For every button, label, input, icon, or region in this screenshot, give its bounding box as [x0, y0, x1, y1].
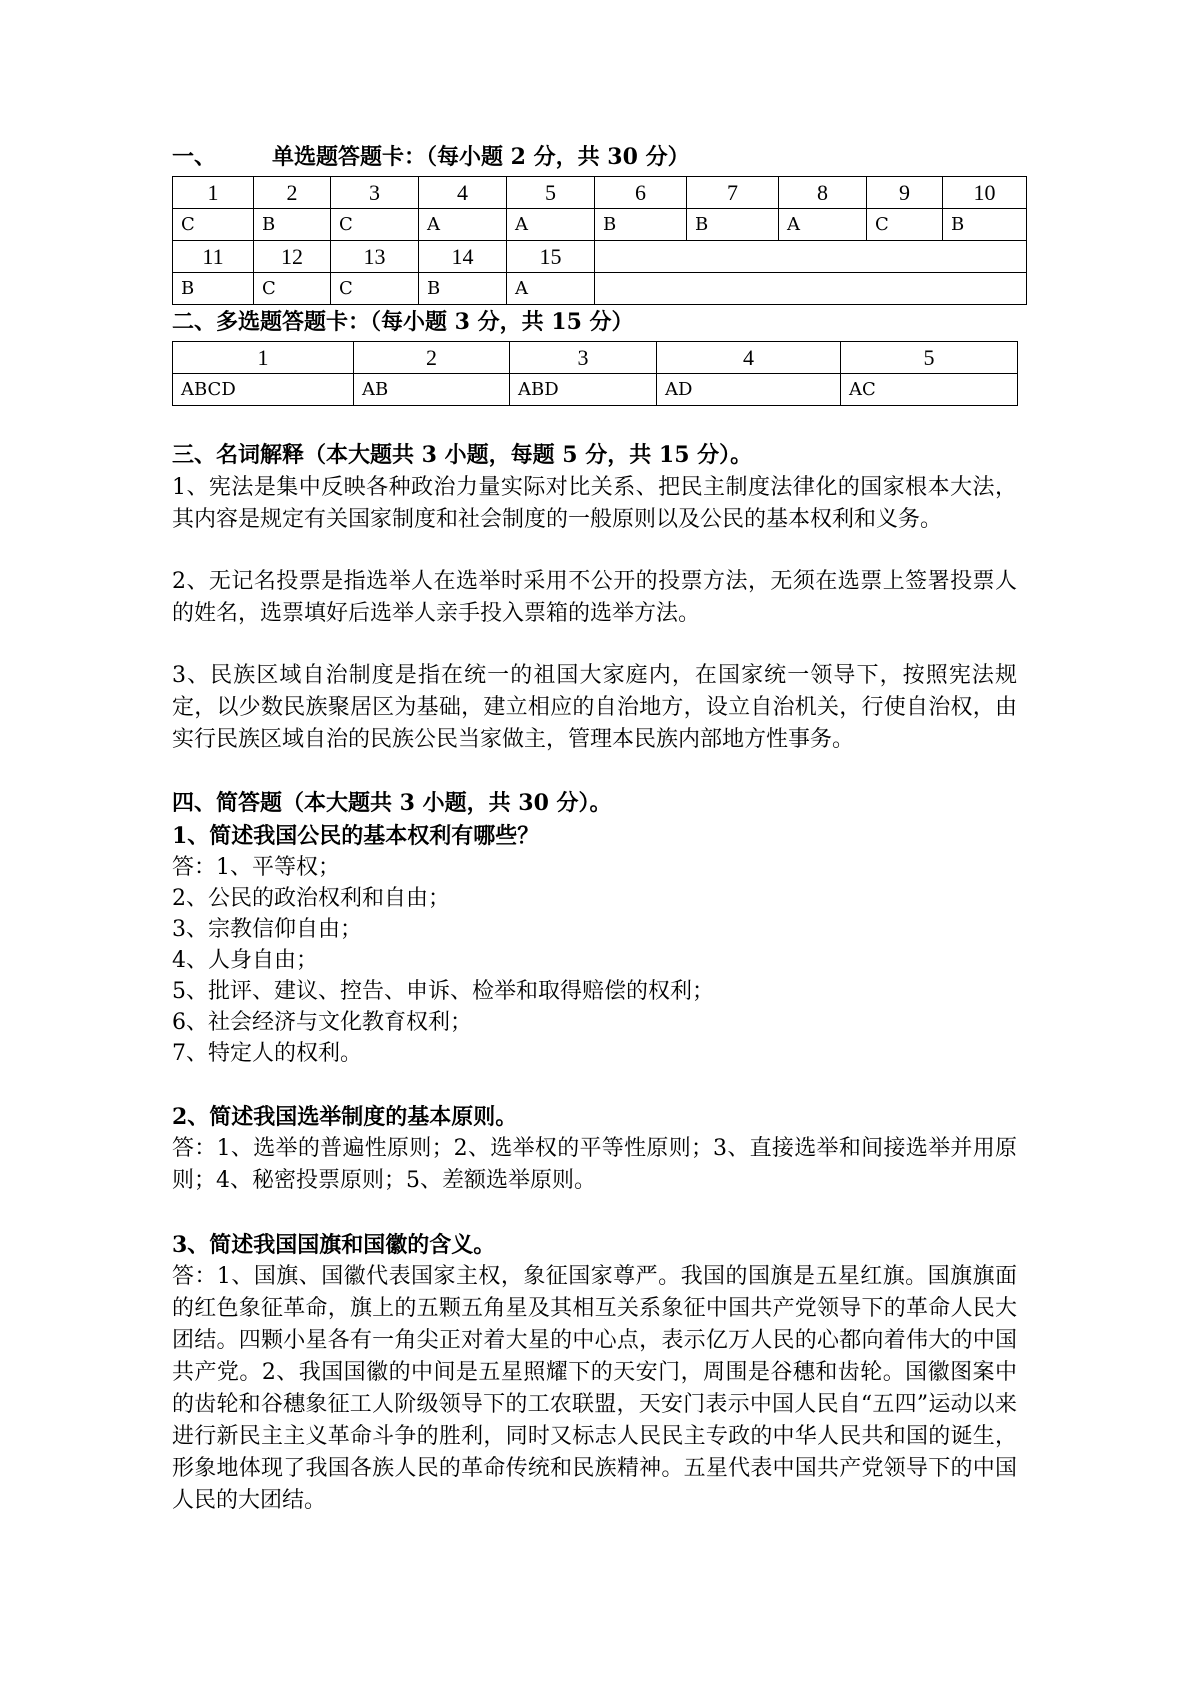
- question-1: 1、简述我国公民的基本权利有哪些？: [172, 823, 540, 849]
- question-number: 13: [331, 241, 419, 273]
- answer-line: 5、批评、建议、控告、申诉、检举和取得赔偿的权利；: [172, 979, 714, 1004]
- section2-heading: 二、多选题答题卡：（每小题 3 分，共 15 分）: [172, 309, 634, 335]
- answer-cell: C: [254, 273, 331, 305]
- empty-cell: [595, 273, 1027, 305]
- answer-cell: B: [595, 209, 687, 241]
- answer-cell: AD: [657, 374, 841, 406]
- question-number: 9: [867, 177, 943, 209]
- section1-number: 一、: [172, 144, 217, 170]
- question-number: 3: [331, 177, 419, 209]
- question-number: 1: [173, 177, 254, 209]
- term-definition-3: 3、民族区域自治制度是指在统一的祖国大家庭内，在国家统一领导下，按照宪法规定，以少数民族聚居区为基础，建立相应的自治地方，设立自治机关，行使自治权，由实行民族区域自治的民族公民当家做主，管理本民族内部地方性事务。: [172, 663, 1017, 752]
- question-number: 4: [419, 177, 507, 209]
- section1-heading: [172, 140, 1017, 174]
- question-number: 3: [510, 342, 657, 374]
- answer-line: 4、人身自由；: [172, 948, 318, 973]
- section3-heading: 三、名词解释（本大题共 3 小题，每题 5 分，共 15 分）。: [172, 442, 753, 468]
- question-number: 11: [173, 241, 254, 273]
- question-2: 2、简述我国选举制度的基本原则。: [172, 1104, 518, 1130]
- exam-answer-page: [172, 140, 1017, 1517]
- answer-cell: C: [173, 209, 254, 241]
- question-number: 4: [657, 342, 841, 374]
- question-number: 14: [419, 241, 507, 273]
- answer-cell: A: [779, 209, 867, 241]
- section4-heading: 四、简答题（本大题共 3 小题，共 30 分）。: [172, 790, 612, 816]
- table-row: [173, 177, 1027, 209]
- answer-cell: C: [331, 209, 419, 241]
- answer-line: 2、公民的政治权利和自由；: [172, 886, 450, 911]
- question-number: 6: [595, 177, 687, 209]
- table-row: [173, 209, 1027, 241]
- answer-cell: B: [254, 209, 331, 241]
- question-3: 3、简述我国国旗和国徽的含义。: [172, 1232, 496, 1258]
- question-number: 5: [841, 342, 1018, 374]
- answer-2: 答：1、选举的普遍性原则；2、选举权的平等性原则；3、直接选举和间接选举并用原则；4、秘密投票原则；5、差额选举原则。: [172, 1136, 1017, 1193]
- answer-cell: B: [419, 273, 507, 305]
- answer-cell: ABCD: [173, 374, 354, 406]
- answer-cell: AC: [841, 374, 1018, 406]
- single-choice-answer-table: [172, 176, 1027, 305]
- question-number: 2: [254, 177, 331, 209]
- answer-line: 6、社会经济与文化教育权利；: [172, 1010, 472, 1035]
- answer-line: 答：1、平等权；: [172, 855, 340, 880]
- answer-cell: A: [507, 209, 595, 241]
- question-number: 8: [779, 177, 867, 209]
- section1-title: 单选题答题卡：（每小题 2 分，共 30 分）: [272, 144, 690, 170]
- answer-line: 7、特定人的权利。: [172, 1041, 362, 1066]
- answer-line: 3、宗教信仰自由；: [172, 917, 362, 942]
- answer-cell: A: [507, 273, 595, 305]
- empty-cell: [595, 241, 1027, 273]
- question-number: 15: [507, 241, 595, 273]
- answer-cell: A: [419, 209, 507, 241]
- question-number: 2: [354, 342, 510, 374]
- answer-cell: B: [687, 209, 779, 241]
- answer-3: 答：1、国旗、国徽代表国家主权，象征国家尊严。我国的国旗是五星红旗。国旗旗面的红色象征革命，旗上的五颗五角星及其相互关系象征中国共产党领导下的革命人民大团结。四颗小星各有一角尖正对着大星的中心点，表示亿万人民的心都向着伟大的中国共产党。2、我国国徽的中间是五星照耀下的天安门，周围是谷穗和齿轮。国徽图案中的齿轮和谷穗象征工人阶级领导下的工农联盟，天安门表示中国人民自“五四”运动以来进行新民主主义革命斗争的胜利，同时又标志人民民主专政的中华人民共和国的诞生，形象地体现了我国各族人民的革命传统和民族精神。五星代表中国共产党领导下的中国人民的大团结。: [172, 1264, 1017, 1513]
- multi-choice-answer-table: [172, 341, 1018, 406]
- answer-cell: AB: [354, 374, 510, 406]
- answer-cell: B: [943, 209, 1027, 241]
- table-row: [173, 374, 1018, 406]
- term-definition-1: 1、宪法是集中反映各种政治力量实际对比关系、把民主制度法律化的国家根本大法，其内容是规定有关国家制度和社会制度的一般原则以及公民的基本权利和义务。: [172, 475, 1017, 532]
- answer-cell: ABD: [510, 374, 657, 406]
- term-definition-2: 2、无记名投票是指选举人在选举时采用不公开的投票方法，无须在选票上签署投票人的姓名，选票填好后选举人亲手投入票箱的选举方法。: [172, 569, 1017, 626]
- table-row: [173, 273, 1027, 305]
- table-row: [173, 241, 1027, 273]
- question-number: 5: [507, 177, 595, 209]
- answer-cell: B: [173, 273, 254, 305]
- question-number: 7: [687, 177, 779, 209]
- question-number: 10: [943, 177, 1027, 209]
- answer-cell: C: [331, 273, 419, 305]
- table-row: [173, 342, 1018, 374]
- question-number: 12: [254, 241, 331, 273]
- question-number: 1: [173, 342, 354, 374]
- answer-cell: C: [867, 209, 943, 241]
